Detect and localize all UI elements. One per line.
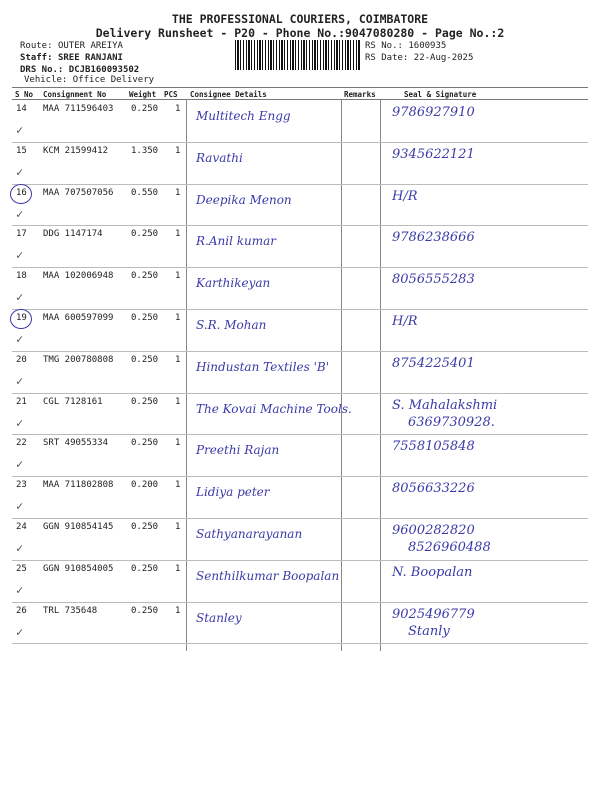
row-pcs: 1 xyxy=(175,522,181,532)
row-consignment-no: TMG 200780808 xyxy=(43,354,114,365)
table-header-border xyxy=(12,99,588,100)
row-weight: 0.250 xyxy=(131,522,159,532)
column-header-pcs: PCS xyxy=(164,90,178,99)
row-consignment-no: MAA 711802808 xyxy=(43,480,114,491)
row-divider xyxy=(12,643,588,644)
row-pcs: 1 xyxy=(175,605,181,616)
row-check-mark: ✓ xyxy=(16,290,24,305)
row-weight: 0.250 xyxy=(131,313,159,323)
row-consignment-no: TRL 735648 xyxy=(43,605,98,616)
row-pcs: 1 xyxy=(175,313,181,323)
row-signature-primary: 9345622121 xyxy=(392,146,475,162)
column-header-consignee: Consignee Details xyxy=(190,90,267,99)
row-pcs: 1 xyxy=(175,187,181,198)
row-consignee: Karthikeyan xyxy=(196,276,271,291)
row-signature-secondary: 6369730928. xyxy=(408,414,495,430)
row-signature-primary: 9786927910 xyxy=(392,105,475,120)
table-top-border xyxy=(12,87,588,88)
row-signature-primary: 8056555283 xyxy=(392,272,475,288)
row-sno: 20 xyxy=(16,354,27,365)
drs-value: DCJB160093502 xyxy=(68,65,140,75)
row-signature-primary: N. Boopalan xyxy=(392,564,473,580)
drs-label: DRS No.: xyxy=(20,65,64,75)
row-signature-primary: 9600282820 xyxy=(392,523,475,538)
row-signature-primary: 7558105848 xyxy=(392,439,475,455)
row-weight: 0.250 xyxy=(131,563,159,574)
row-consignment-no: DDG 1147174 xyxy=(43,229,103,240)
row-consignee: Preethi Rajan xyxy=(196,443,280,458)
row-divider xyxy=(12,225,588,226)
row-signature-primary: 8056633226 xyxy=(392,481,475,497)
drs-line xyxy=(20,65,139,75)
row-check-mark: ✓ xyxy=(16,582,24,597)
row-check-mark: ✓ xyxy=(16,206,24,221)
route-line xyxy=(20,41,123,51)
row-sno: 17 xyxy=(16,229,27,240)
column-divider-consignee xyxy=(186,99,187,651)
row-weight: 0.250 xyxy=(131,104,159,114)
row-divider xyxy=(12,309,588,310)
column-header-remarks: Remarks xyxy=(344,90,376,99)
row-sno: 19 xyxy=(16,313,27,323)
row-sno: 21 xyxy=(16,396,27,407)
row-pcs: 1 xyxy=(175,229,181,240)
row-check-mark: ✓ xyxy=(16,457,24,472)
rs-date-value: 22-Aug-2025 xyxy=(413,53,474,63)
rs-no-value: 1600935 xyxy=(408,41,447,51)
row-check-mark: ✓ xyxy=(16,248,24,263)
row-consignment-no: CGL 7128161 xyxy=(43,396,103,407)
vehicle-value: Office Delivery xyxy=(72,75,155,85)
column-divider-remarks xyxy=(341,99,342,651)
runsheet-subtitle: Delivery Runsheet - P20 - Phone No.:9047080280 - Page No.:2 xyxy=(95,26,505,40)
row-consignee: Stanley xyxy=(196,610,242,625)
row-pcs: 1 xyxy=(175,271,181,282)
rs-no-line xyxy=(365,41,446,51)
row-consignment-no: MAA 102006948 xyxy=(43,271,114,282)
row-weight: 0.250 xyxy=(131,271,159,282)
rs-date-line xyxy=(365,53,473,63)
row-consignment-no: GGN 910854005 xyxy=(43,563,114,574)
row-signature-primary: H/R xyxy=(392,188,418,204)
row-divider xyxy=(12,184,588,185)
row-check-mark: ✓ xyxy=(16,624,24,639)
row-weight: 0.550 xyxy=(131,187,159,198)
row-divider xyxy=(12,267,588,268)
row-consignee: The Kovai Machine Tools. xyxy=(196,401,352,416)
row-pcs: 1 xyxy=(175,563,181,574)
row-divider xyxy=(12,434,588,435)
row-pcs: 1 xyxy=(175,104,181,114)
row-signature-primary: 8754225401 xyxy=(392,355,475,371)
route-label: Route: xyxy=(20,41,53,51)
row-sno: 24 xyxy=(16,522,27,532)
row-weight: 0.250 xyxy=(131,396,159,407)
staff-line xyxy=(20,53,123,63)
row-sno: 15 xyxy=(16,145,27,156)
column-header-seal: Seal & Signature xyxy=(404,90,477,99)
row-divider xyxy=(12,351,588,352)
row-sno: 14 xyxy=(16,104,27,114)
row-consignee: Senthilkumar Boopalan xyxy=(196,568,340,583)
row-weight: 0.250 xyxy=(131,605,159,616)
row-consignment-no: KCM 21599412 xyxy=(43,145,109,156)
row-consignment-no: MAA 711596403 xyxy=(43,104,114,114)
row-consignment-no: GGN 910854145 xyxy=(43,522,114,532)
row-sno: 25 xyxy=(16,563,27,574)
row-weight: 0.250 xyxy=(131,438,159,449)
row-sno: 23 xyxy=(16,480,27,491)
barcode xyxy=(235,40,360,70)
row-weight: 1.350 xyxy=(131,145,159,156)
row-sno: 18 xyxy=(16,271,27,282)
row-consignment-no: SRT 49055334 xyxy=(43,438,109,449)
row-sno-circle xyxy=(10,184,32,204)
row-signature-primary: 9025496779 xyxy=(392,606,475,622)
row-divider xyxy=(12,142,588,143)
column-header-sno: S No xyxy=(15,90,34,99)
row-pcs: 1 xyxy=(175,396,181,407)
row-check-mark: ✓ xyxy=(16,164,24,179)
row-consignee: S.R. Mohan xyxy=(196,318,267,332)
row-check-mark: ✓ xyxy=(16,373,24,388)
row-consignee: Sathyanarayanan xyxy=(196,527,303,541)
vehicle-line xyxy=(24,75,154,85)
row-signature-primary: H/R xyxy=(392,314,418,329)
row-consignee: Lidiya peter xyxy=(196,485,270,500)
company-name: THE PROFESSIONAL COURIERS, COIMBATORE xyxy=(171,12,429,26)
row-check-mark: ✓ xyxy=(16,541,24,555)
row-consignee: Deepika Menon xyxy=(196,192,292,207)
row-weight: 0.200 xyxy=(131,480,159,491)
row-check-mark: ✓ xyxy=(16,332,24,346)
row-pcs: 1 xyxy=(175,145,181,156)
route-value: OUTER AREIYA xyxy=(57,41,123,51)
row-signature-primary: S. Mahalakshmi xyxy=(392,397,498,413)
row-signature-secondary: 8526960488 xyxy=(408,540,491,555)
row-weight: 0.250 xyxy=(131,354,159,365)
row-consignee: Hindustan Textiles 'B' xyxy=(196,359,330,374)
row-pcs: 1 xyxy=(175,354,181,365)
column-header-weight: Weight xyxy=(129,90,157,99)
column-header-consignment: Consignment No xyxy=(43,90,107,99)
row-signature-secondary: Stanly xyxy=(408,623,450,639)
row-check-mark: ✓ xyxy=(16,415,24,430)
row-sno: 26 xyxy=(16,605,27,616)
row-consignee: Multitech Engg xyxy=(196,109,291,123)
row-pcs: 1 xyxy=(175,480,181,491)
row-divider xyxy=(12,602,588,603)
row-sno: 16 xyxy=(16,187,27,198)
row-check-mark: ✓ xyxy=(16,123,24,137)
row-consignee: Ravathi xyxy=(196,150,243,165)
row-consignment-no: MAA 600597099 xyxy=(43,313,114,323)
row-consignee: R.Anil kumar xyxy=(196,234,277,249)
vehicle-label: Vehicle: xyxy=(24,75,68,85)
staff-label: Staff: xyxy=(20,53,53,63)
staff-value: SREE RANJANI xyxy=(57,53,123,63)
row-divider xyxy=(12,393,588,394)
rs-no-label: RS No.: xyxy=(365,41,403,51)
row-pcs: 1 xyxy=(175,438,181,449)
row-divider xyxy=(12,476,588,477)
column-divider-seal xyxy=(380,99,381,651)
row-divider xyxy=(12,518,588,519)
row-sno-circle xyxy=(10,309,32,329)
rs-date-label: RS Date: xyxy=(365,53,409,63)
row-consignment-no: MAA 707507056 xyxy=(43,187,114,198)
row-divider xyxy=(12,560,588,561)
row-check-mark: ✓ xyxy=(16,499,24,514)
row-sno: 22 xyxy=(16,438,27,449)
row-signature-primary: 9786238666 xyxy=(392,230,475,246)
row-weight: 0.250 xyxy=(131,229,159,240)
